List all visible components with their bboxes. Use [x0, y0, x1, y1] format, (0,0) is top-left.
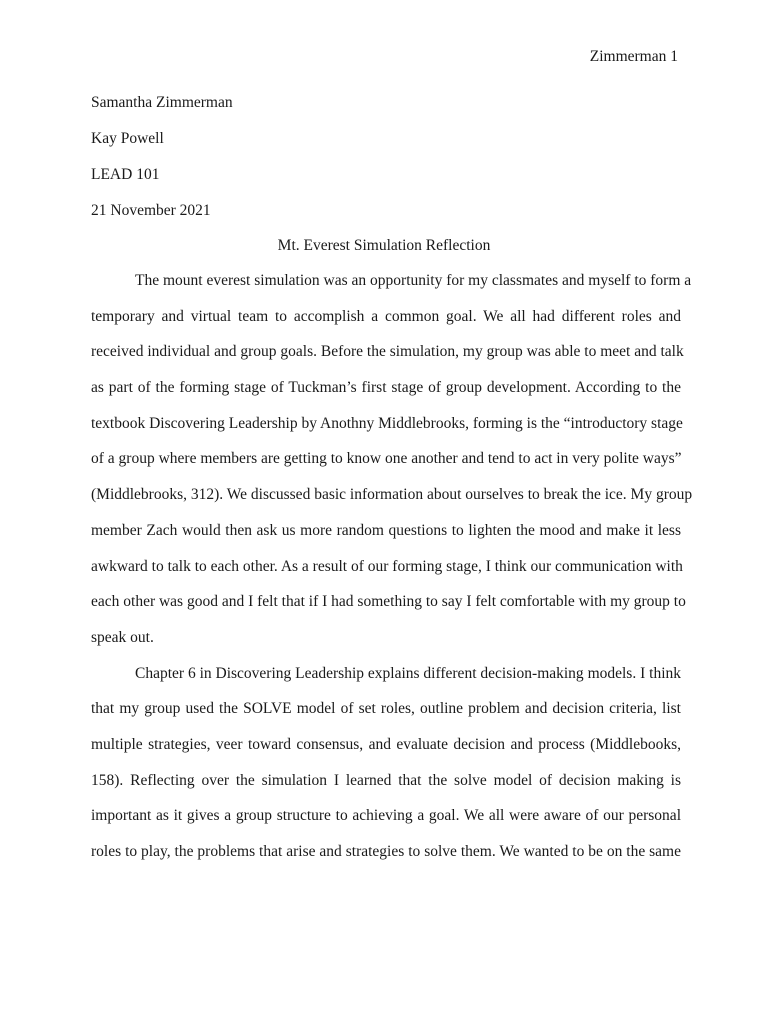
paragraph-2-line: important as it gives a group structure to achieving a goal. We all were aware of our personal [91, 807, 681, 825]
document-title: Mt. Everest Simulation Reflection [277, 237, 491, 254]
paragraph-2-line: roles to play, the problems that arise and strategies to solve them. We wanted to be on the same [91, 843, 681, 860]
paragraph-1-line: each other was good and I felt that if I had something to say I felt comfortable with my group to [91, 593, 686, 611]
paragraph-2-line: that my group used the SOLVE model of set roles, outline problem and decision criteria, list [91, 700, 681, 718]
paragraph-1-line: received individual and group goals. Before the simulation, my group was able to meet and talk [91, 343, 684, 361]
course-name: LEAD 101 [91, 166, 160, 183]
paragraph-1-line: as part of the forming stage of Tuckman’s first stage of group development. According to the [91, 379, 681, 397]
document-date: 21 November 2021 [91, 202, 211, 219]
mla-heading [91, 92, 681, 236]
paragraph-1-line: awkward to talk to each other. As a result of our forming stage, I think our communication with [91, 557, 683, 575]
paragraph-1-line: textbook Discovering Leadership by Anothny Middlebrooks, forming is the “introductory stage [91, 414, 683, 432]
instructor-name: Kay Powell [91, 130, 164, 147]
paragraph-1-line: of a group where members are getting to know one another and tend to act in very polite ways” [91, 450, 682, 468]
paragraph-2-line: multiple strategies, veer toward consensus, and evaluate decision and process (Middlebooks, [91, 735, 681, 753]
paragraph-1-line: member Zach would then ask us more random questions to lighten the mood and make it less [91, 521, 681, 539]
paragraph-1-line: temporary and virtual team to accomplish a common goal. We all had different roles and [91, 307, 681, 325]
document-body [91, 270, 693, 877]
paragraph-2-line: Chapter 6 in Discovering Leadership explains different decision-making models. I think [135, 664, 681, 682]
page-header: Zimmerman 1 [589, 48, 678, 65]
paragraph-1-line: (Middlebrooks, 312). We discussed basic information about ourselves to break the ice. My group [91, 486, 693, 504]
paragraph-2-line: 158). Reflecting over the simulation I learned that the solve model of decision making is [91, 771, 681, 789]
paragraph-1-line: The mount everest simulation was an opportunity for my classmates and myself to form a [135, 272, 692, 289]
author-name: Samantha Zimmerman [91, 94, 233, 111]
paragraph-1-line: speak out. [91, 628, 154, 646]
